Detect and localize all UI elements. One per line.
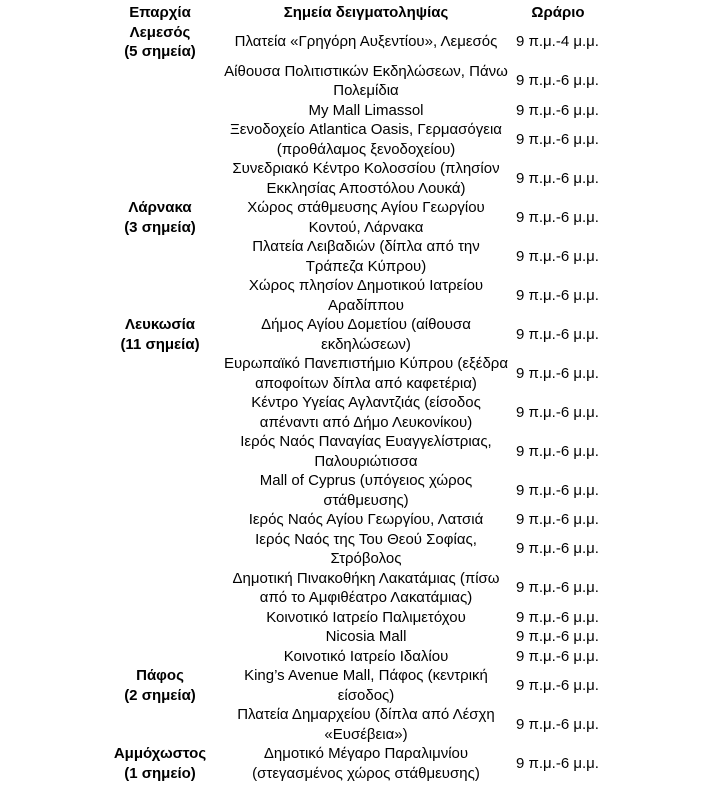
location-cell: Δήμος Αγίου Δομετίου (αίθουσα εκδηλώσεων) (261, 316, 471, 353)
location-cell: Συνεδριακό Κέντρο Κολοσσίου (πλησίον Εκκλησίας Αποστόλου Λουκά) (232, 160, 500, 197)
schedule-cell: 9 π.μ.-6 μ.μ. (516, 169, 599, 187)
table-row (100, 159, 714, 198)
schedule-cell: 9 π.μ.-6 μ.μ. (516, 325, 599, 343)
location-cell: Δημοτική Πινακοθήκη Λακατάμιας (πίσω από το Αμφιθέατρο Λακατάμιας) (232, 569, 500, 606)
schedule-cell: 9 π.μ.-6 μ.μ. (516, 130, 599, 148)
province-count: (1 σημείο) (124, 764, 196, 782)
table-row (100, 608, 714, 628)
schedule-cell: 9 π.μ.-6 μ.μ. (516, 676, 599, 694)
location-cell: Ιερός Ναός Παναγίας Ευαγγελίστριας, Παλουριώτισσα (240, 433, 492, 470)
province-name: Λεμεσός (129, 23, 191, 41)
schedule-cell: 9 π.μ.-6 μ.μ. (516, 754, 599, 772)
location-cell: Mall of Cyprus (υπόγειος χώρος στάθμευσης) (259, 472, 473, 509)
province-name: Πάφος (136, 667, 184, 684)
table-row (100, 744, 714, 783)
schedule-cell: 9 π.μ.-6 μ.μ. (516, 442, 599, 460)
location-cell: Δημοτικό Μέγαρο Παραλιμνίου (στεγασμένος χώρος στάθμευσης) (252, 745, 480, 782)
location-cell: Αίθουσα Πολιτιστικών Εκδηλώσεων, Πάνω Πολεμίδια (224, 62, 508, 99)
location-cell: Πλατεία «Γρηγόρη Αυξεντίου», Λεμεσός (234, 33, 498, 51)
province-name: Λάρνακα (128, 199, 192, 216)
location-cell: Χώρος στάθμευσης Αγίου Γεωργίου Κοντού, Λάρνακα (247, 199, 485, 236)
table-row (100, 62, 714, 101)
schedule-cell: 9 π.μ.-6 μ.μ. (516, 647, 599, 665)
province-count: (11 σημεία) (120, 335, 200, 353)
table-row (100, 569, 714, 608)
location-cell: Κέντρο Υγείας Αγλαντζιάς (είσοδος απέναντι από Δήμο Λευκονίκου) (251, 394, 481, 431)
table-row (100, 530, 714, 569)
schedule-cell: 9 π.μ.-6 μ.μ. (516, 208, 599, 226)
header-province: Επαρχία (129, 4, 191, 21)
table-row (100, 627, 714, 647)
province-count: (2 σημεία) (124, 686, 196, 704)
province-count: (3 σημεία) (124, 218, 196, 236)
schedule-cell: 9 π.μ.-6 μ.μ. (516, 608, 599, 626)
schedule-cell: 9 π.μ.-6 μ.μ. (516, 72, 599, 90)
location-cell: Ξενοδοχείο Atlantica Oasis, Γερμασόγεια (προθάλαμος ξενοδοχείου) (230, 121, 502, 158)
table-row (100, 120, 714, 159)
schedule-cell: 9 π.μ.-6 μ.μ. (516, 286, 599, 304)
table-row (100, 354, 714, 393)
table-row (100, 23, 714, 62)
location-cell: King’s Avenue Mall, Πάφος (κεντρική είσοδος) (244, 667, 488, 704)
schedule-cell: 9 π.μ.-6 μ.μ. (516, 511, 599, 528)
schedule-cell: 9 π.μ.-6 μ.μ. (516, 540, 599, 558)
province-name: Λευκωσία (124, 316, 196, 333)
province-cell (100, 744, 220, 783)
schedule-cell: 9 π.μ.-6 μ.μ. (516, 403, 599, 421)
schedule-cell: 9 π.μ.-6 μ.μ. (516, 628, 599, 645)
table-row (100, 666, 714, 705)
table-row (100, 705, 714, 744)
location-cell: My Mall Limassol (308, 101, 424, 119)
table-row (100, 393, 714, 432)
header-row (100, 3, 714, 23)
table-row (100, 237, 714, 276)
schedule-cell: 9 π.μ.-6 μ.μ. (516, 364, 599, 382)
province-cell (100, 198, 220, 237)
location-cell: Πλατεία Δημαρχείου (δίπλα από Λέσχη «Ευσέβεια») (237, 706, 495, 743)
schedule-cell: 9 π.μ.-6 μ.μ. (516, 247, 599, 265)
schedule-cell: 9 π.μ.-6 μ.μ. (516, 481, 599, 499)
table-row (100, 315, 714, 354)
schedule-cell: 9 π.μ.-6 μ.μ. (516, 579, 599, 597)
header-schedule: Ωράριο (531, 4, 585, 21)
table-row (100, 510, 714, 530)
province-cell (100, 315, 220, 354)
table-body (100, 23, 714, 784)
province-count: (5 σημεία) (124, 43, 196, 60)
schedule-cell: 9 π.μ.-6 μ.μ. (516, 101, 599, 119)
location-cell: Ιερός Ναός Αγίου Γεωργίου, Λατσιά (248, 511, 484, 528)
location-cell: Κοινοτικό Ιατρείο Ιδαλίου (283, 647, 449, 665)
location-cell: Nicosia Mall (325, 628, 407, 645)
location-cell: Ιερός Ναός της Του Θεού Σοφίας, Στρόβολος (255, 530, 477, 567)
schedule-cell: 9 π.μ.-4 μ.μ. (516, 33, 599, 51)
province-cell (100, 23, 220, 62)
table-row (100, 198, 714, 237)
table-row (100, 101, 714, 121)
location-cell: Ευρωπαϊκό Πανεπιστήμιο Κύπρου (εξέδρα αποφοίτων δίπλα από καφετέρια) (223, 355, 509, 392)
table-row (100, 276, 714, 315)
location-cell: Χώρος πλησίον Δημοτικού Ιατρείου Αραδίππου (248, 277, 484, 314)
table-row (100, 471, 714, 510)
location-cell: Πλατεία Λειβαδιών (δίπλα από την Τράπεζα Κύπρου) (252, 238, 480, 275)
table-row (100, 647, 714, 667)
location-cell: Κοινοτικό Ιατρείο Παλιμετόχου (266, 608, 466, 626)
schedule-cell: 9 π.μ.-6 μ.μ. (516, 715, 599, 733)
province-cell (100, 666, 220, 705)
table-row (100, 432, 714, 471)
province-name: Αμμόχωστος (113, 745, 207, 762)
header-location: Σημεία δειγματοληψίας (283, 4, 449, 21)
